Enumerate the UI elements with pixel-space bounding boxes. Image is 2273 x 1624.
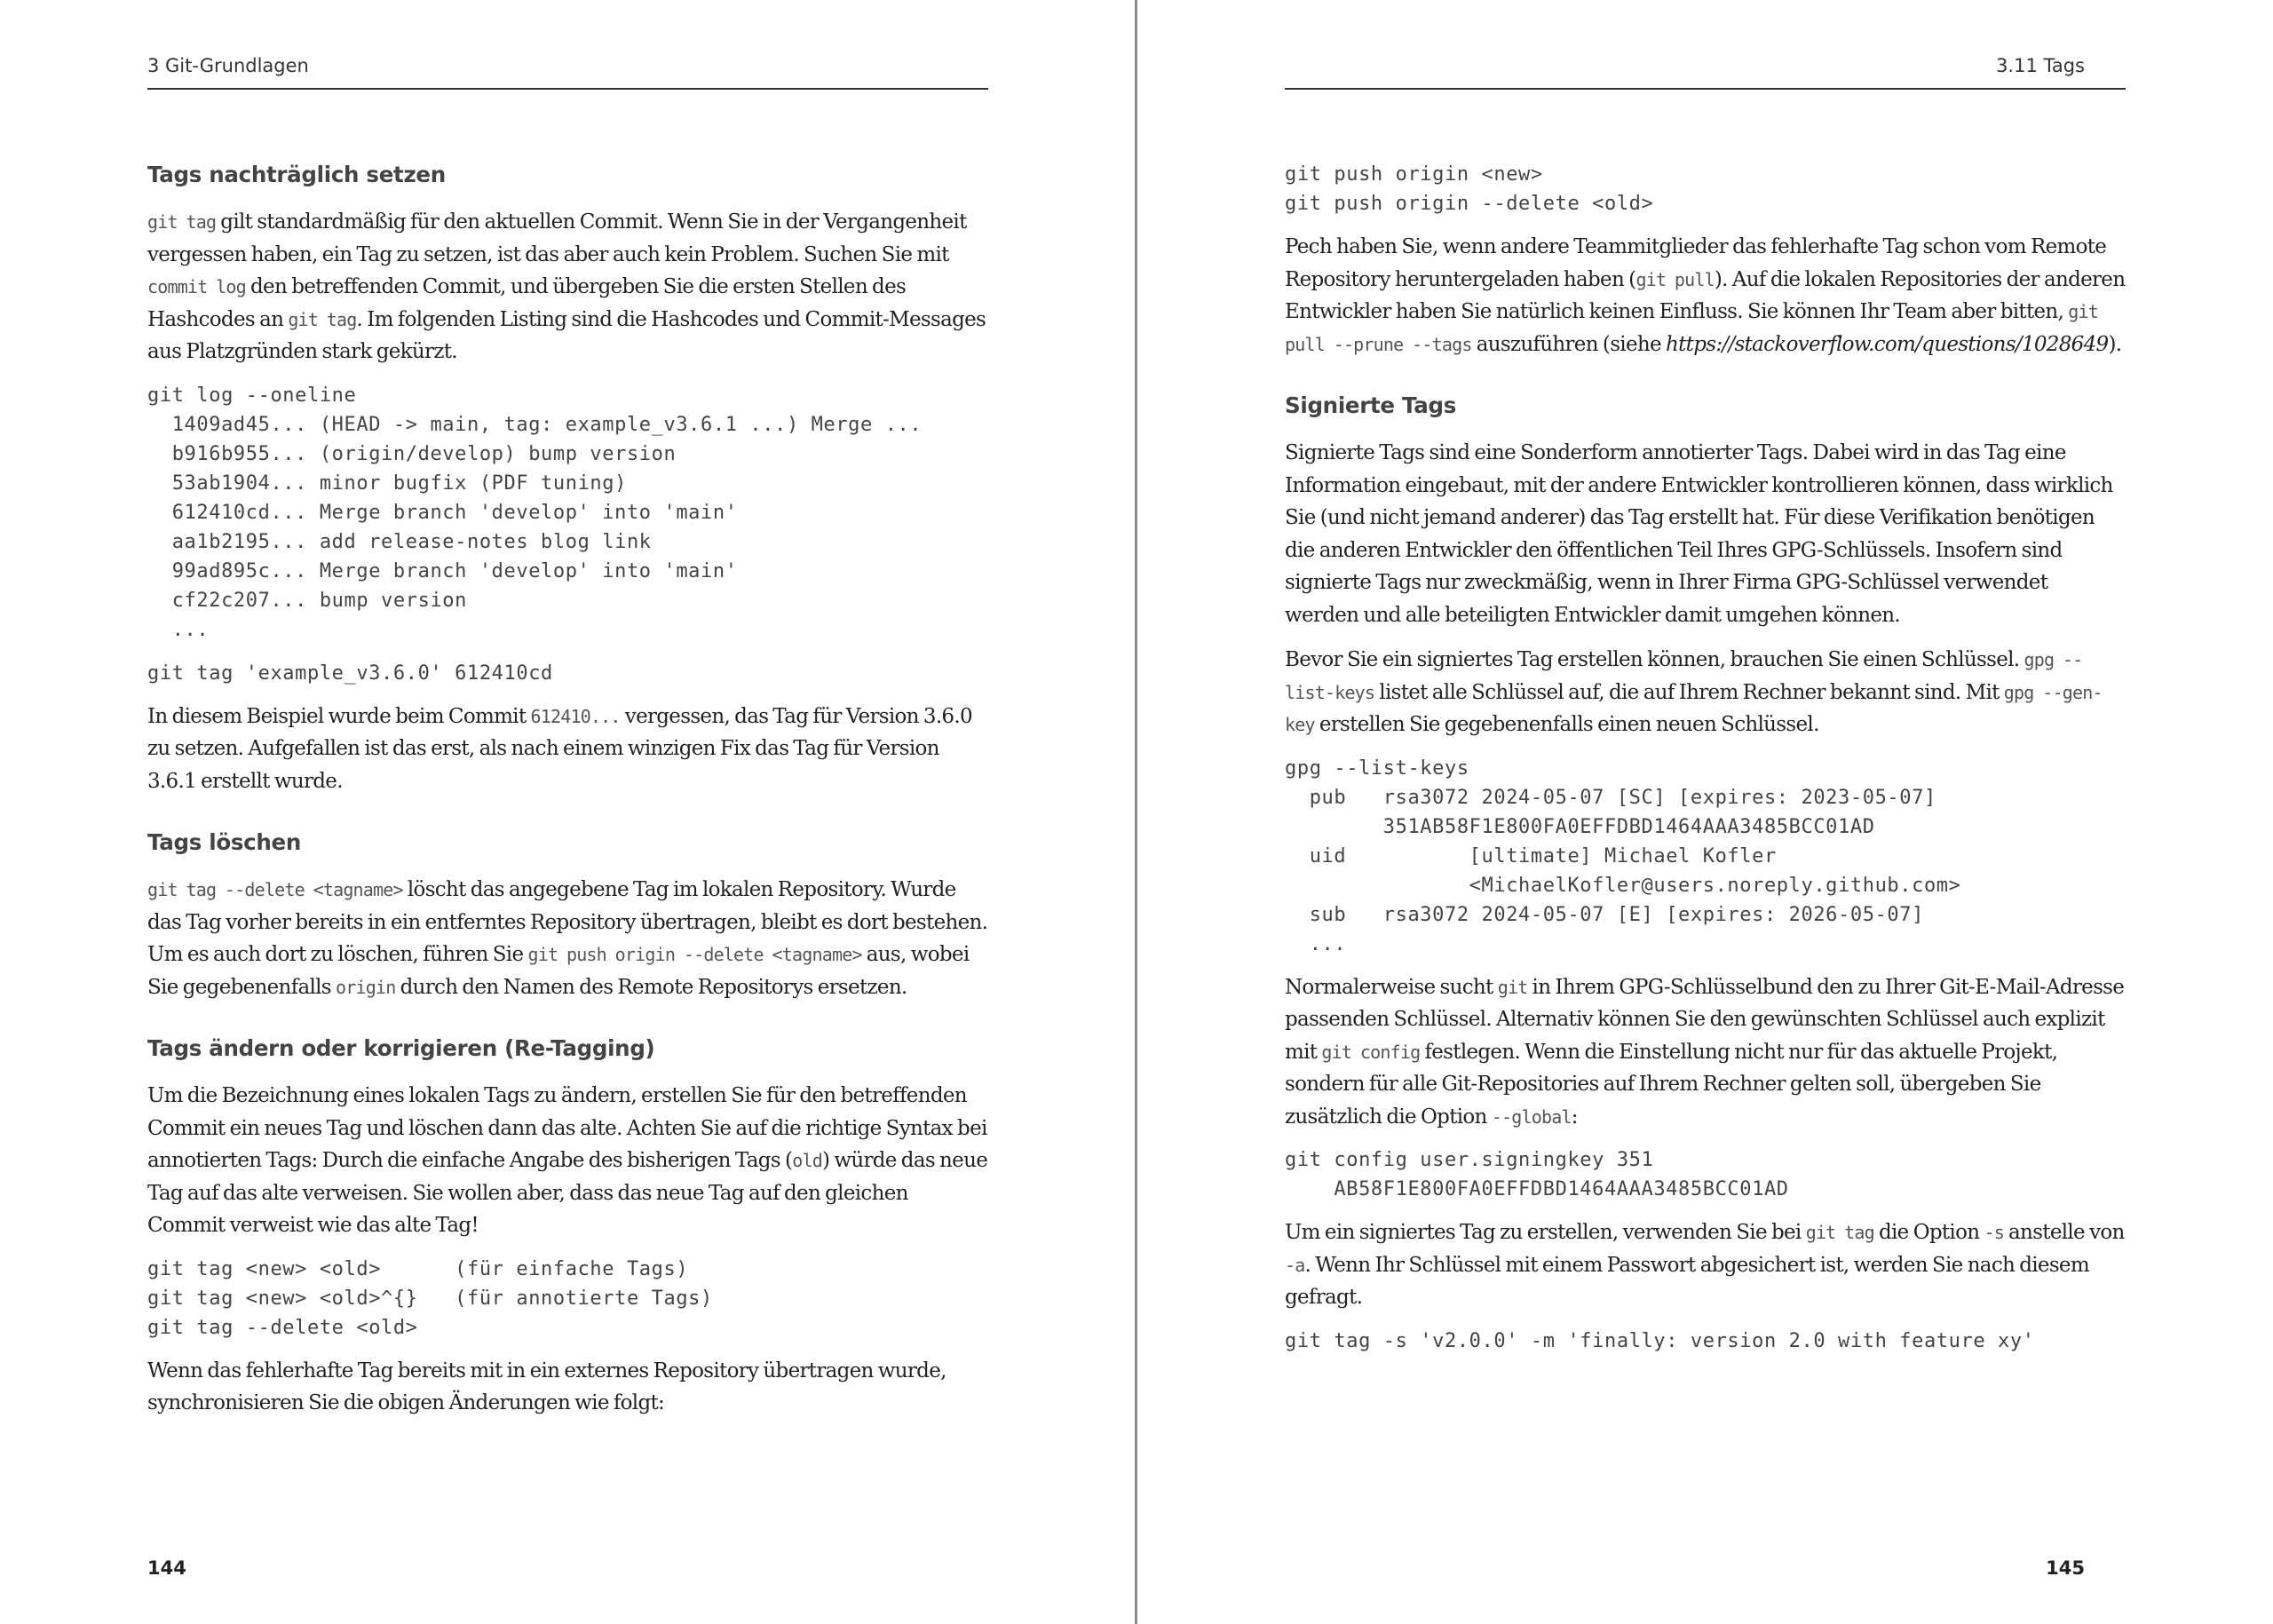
inline-code: -s [1984,1222,2004,1243]
inline-code: git config [1321,1041,1421,1063]
inline-code: git pull [1635,268,1715,290]
section-heading: Tags ändern oder korrigieren (Re-Tagging) [147,1035,655,1061]
code-listing: git tag 'example_v3.6.0' 612410cd [147,661,553,685]
running-head: 3 Git-Grundlagen [147,55,309,76]
inline-code: --global [1491,1105,1572,1128]
paragraph: git tag --delete <tagname> löscht das angegebene Tag im lokalen Repository. Wurde das Tag vorher bereits in ein entferntes Repository übertragen, bleibt es dort bestehen. Um es auch dort zu löschen, führen Sie git push origin --delete <tagname> aus, wobei Sie gegebenenfalls origin durch den Namen des Remote Repositorys ersetzen. [147,878,988,999]
code-listing: git push origin <new> git push origin --delete <old> [1285,163,1654,215]
url-link[interactable]: https://stackoverflow.com/questions/1028649 [1666,332,2109,356]
inline-code: origin [336,976,396,998]
code-listing: git tag <new> <old> (für einfache Tags) git tag <new> <old>^{} (für annotierte Tags) git tag --delete <old> [147,1257,713,1339]
paragraph: Signierte Tags sind eine Sonderform annotierter Tags. Dabei wird in das Tag eine Information eingebaut, mit der andere Entwickler kontrollieren können, dass wirklich Sie (und nicht jemand anderer) das Tag erstellt hat. Für diese Verifikation benötigen die anderen Entwickler den öffentlichen Teil Ihres GPG-Schlüssels. Insofern sind signierte Tags nur zweckmäßig, wenn in Ihrer Firma GPG-Schlüssel verwendet werden und alle beteiligten Entwickler damit umgehen können. [1285,441,2113,627]
code-listing: gpg --list-keys pub rsa3072 2024-05-07 [SC] [expires: 2023-05-07] 351AB58F1E800FA0EFFDBD1464AAA3485BCC01AD uid [ultimate] Michael Kofler <MichaelKofler@users.noreply.github.com> sub rsa3072 2024-05-07 [E] [expires: 2026-05-07] ... [1285,757,1961,955]
inline-code: -a [1285,1254,1305,1276]
inline-code: git [1497,976,1528,998]
paragraph: Um die Bezeichnung eines lokalen Tags zu ändern, erstellen Sie für den betreffenden Commit ein neues Tag und löschen dann das alte. Achten Sie auf die richtige Syntax bei annotierten Tags: Durch die einfache Angabe des bisherigen Tags (old) würde das neue Tag auf das alte verweisen. Sie wollen aber, dass das neue Tag auf den gleichen Commit verweist wie das alte Tag! [147,1084,988,1237]
inline-code: git pull --prune --tags [1285,301,2098,355]
page-number: 144 [147,1557,186,1579]
page-number: 145 [2046,1557,2085,1579]
section-heading: Signierte Tags [1285,392,1456,418]
left-page-content [147,160,988,1432]
inline-code: 612410... [530,705,621,727]
inline-code: git tag [1805,1222,1874,1243]
section-heading: Tags nachträglich setzen [147,162,446,187]
inline-code: git tag [288,308,357,330]
inline-code: git push origin --delete <tagname> [527,944,862,965]
inline-code: old [792,1150,822,1171]
section-heading: Tags löschen [147,829,301,855]
running-head: 3.11 Tags [1996,55,2085,76]
right-page [1137,0,2273,1624]
paragraph: Um ein signiertes Tag zu erstellen, verwenden Sie bei git tag die Option -s anstelle von -a. Wenn Ihr Schlüssel mit einem Passwort abgesichert ist, werden Sie nach diesem gefragt. [1285,1221,2125,1309]
inline-code: gpg --gen-key [1285,681,2103,735]
paragraph: Wenn das fehlerhafte Tag bereits mit in ein externes Repository übertragen wurde, synchronisieren Sie die obigen Änderungen wie folgt: [147,1359,946,1414]
code-listing: git tag -s 'v2.0.0' -m 'finally: version 2.0 with feature xy' [1285,1329,2035,1352]
inline-code: gpg --list-keys [1285,649,2083,703]
header-rule [147,88,988,90]
paragraph: In diesem Beispiel wurde beim Commit 612410... vergessen, das Tag für Version 3.6.0 zu setzen. Aufgefallen ist das erst, als nach einem winzigen Fix das Tag für Version 3.6.1 erstellt wurde. [147,704,972,793]
inline-code: git tag [147,211,217,233]
paragraph: git tag gilt standardmäßig für den aktuellen Commit. Wenn Sie in der Vergangenheit vergessen haben, ein Tag zu setzen, ist das aber auch kein Problem. Suchen Sie mit commit log den betreffenden Commit, und übergeben Sie die ersten Stellen des Hashcodes an git tag. Im folgenden Listing sind die Hashcodes und Commit-Messages aus Platzgründen stark gekürzt. [147,210,986,363]
inline-code: git tag --delete <tagname> [147,879,403,900]
inline-code: commit log [147,276,246,297]
header-rule [1285,88,2126,90]
left-page [0,0,1135,1624]
code-listing: git log --oneline 1409ad45... (HEAD -> main, tag: example_v3.6.1 ...) Merge ... b916b955... (origin/develop) bump version 53ab1904... minor bugfix (PDF tuning) 612410cd... Merge branch 'develop' into 'main' aa1b2195... add release-notes blog link 99ad895c... Merge branch 'develop' into 'main' cf22c207... bump version ... [147,384,923,641]
right-page-content [1285,160,2126,1368]
code-listing: git config user.signingkey 351 AB58F1E800FA0EFFDBD1464AAA3485BCC01AD [1285,1149,1789,1200]
paragraph: Pech haben Sie, wenn andere Teammitglieder das fehlerhafte Tag schon vom Remote Repository heruntergeladen haben (git pull). Auf die lokalen Repositories der anderen Entwickler haben Sie natürlich keinen Einfluss. Sie können Ihr Team aber bitten, git pull --prune --tags auszuführen (siehe https://stackoverflow.com/questions/1028649). [1285,235,2126,356]
paragraph: Bevor Sie ein signiertes Tag erstellen können, brauchen Sie einen Schlüssel. gpg --list-keys listet alle Schlüssel auf, die auf Ihrem Rechner bekannt sind. Mit gpg --gen-key erstellen Sie gegebenenfalls einen neuen Schlüssel. [1285,648,2103,736]
paragraph: Normalerweise sucht git in Ihrem GPG-Schlüsselbund den zu Ihrer Git-E-Mail-Adresse passenden Schlüssel. Alternativ können Sie den gewünschten Schlüssel auch explizit mit git config festlegen. Wenn die Einstellung nicht nur für das aktuelle Projekt, sondern für alle Git-Repositories auf Ihrem Rechner gelten soll, übergeben Sie zusätzlich die Option --global: [1285,975,2125,1129]
